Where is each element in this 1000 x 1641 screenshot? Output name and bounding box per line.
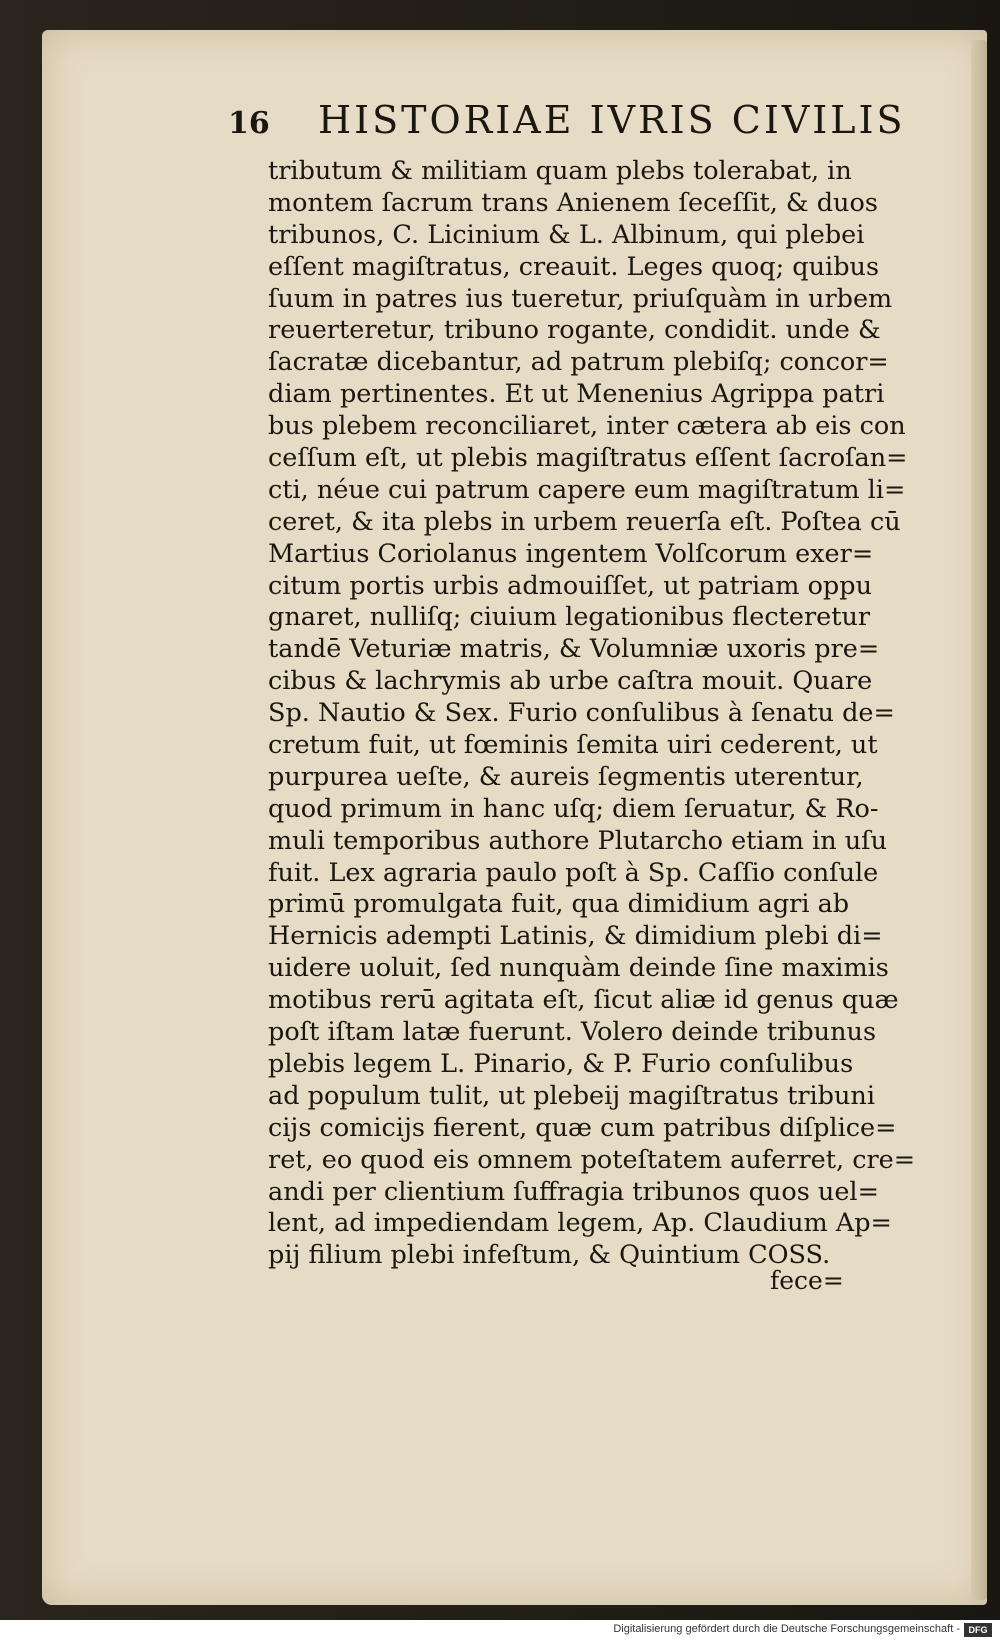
text-line: poſt iſtam latæ fuerunt. Volero deinde tribunus — [268, 1017, 877, 1048]
text-line: Sp. Nautio & Sex. Furio conſulibus à ſenatu de= — [268, 698, 895, 729]
text-line: lent, ad impediendam legem, Ap. Claudium Ap= — [268, 1208, 892, 1239]
text-line: ceret, & ita plebs in urbem reuerſa eſt. Poſtea cū — [268, 506, 901, 537]
text-line: tribunos, C. Licinium & L. Albinum, qui plebei — [268, 219, 865, 250]
text-line: diam pertinentes. Et ut Menenius Agrippa patri — [268, 379, 885, 410]
text-line: ceſſum eſt, ut plebis magiſtratus eſſent ſacroſan= — [268, 443, 908, 474]
text-line: cijs comicijs fierent, quæ cum patribus diſplice= — [268, 1112, 897, 1143]
footer-credit: Digitalisierung gefördert durch die Deutsche Forschungsgemeinschaft - — [613, 1623, 960, 1635]
text-line: bus plebem reconciliaret, inter cætera ab eis con — [268, 411, 906, 442]
page-number: 16 — [228, 106, 270, 141]
text-line: cibus & lachrymis ab urbe caſtra mouit. Quare — [268, 666, 873, 697]
text-line: uidere uoluit, ſed nunquàm deinde ſine maximis — [268, 953, 889, 984]
text-line: purpurea ueſte, & aureis ſegmentis uterentur, — [268, 761, 864, 792]
text-line: motibus rerū agitata eſt, ſicut aliæ id genus quæ — [268, 985, 899, 1016]
text-line: Hernicis adempti Latinis, & dimidium plebi di= — [268, 921, 883, 952]
text-line: Martius Coriolanus ingentem Volſcorum exer= — [268, 538, 874, 569]
text-line: muli temporibus authore Plutarcho etiam in uſu — [268, 825, 888, 856]
digitization-footer — [0, 1620, 1000, 1641]
text-line: fuit. Lex agraria paulo poſt à Sp. Caſſio conſule — [268, 857, 879, 888]
text-line: ſuum in patres ius tueretur, priuſquàm in urbem — [268, 283, 893, 314]
text-line: plebis legem L. Pinario, & P. Furio conſulibus — [268, 1048, 854, 1079]
page-edge — [971, 40, 987, 1600]
text-line: citum portis urbis admouiſſet, ut patriam oppu — [268, 570, 873, 601]
text-line: primū promulgata fuit, qua dimidium agri ab — [268, 889, 850, 920]
text-line: andi per clientium ſuffragia tribunos quos uel= — [268, 1176, 879, 1207]
text-line: pij filium plebi infeſtum, & Quintium COSS. — [268, 1240, 831, 1271]
text-line: tandē Veturiæ matris, & Volumniæ uxoris pre= — [268, 634, 880, 665]
text-line: reuerteretur, tribuno rogante, condidit. unde & — [268, 315, 881, 346]
text-line: eſſent magiſtratus, creauit. Leges quoq; quibus — [268, 251, 880, 282]
text-line: ſacratæ dicebantur, ad patrum plebiſq; concor= — [268, 347, 889, 378]
page-header — [228, 88, 908, 148]
text-line: ad populum tulit, ut plebeij magiſtratus tribuni — [268, 1080, 876, 1111]
text-line: cretum fuit, ut fœminis ſemita uiri cederent, ut — [268, 730, 878, 761]
dfg-logo: DFG — [964, 1623, 992, 1637]
text-line: gnaret, nulliſq; ciuium legationibus flecteretur — [268, 602, 871, 633]
text-line: ret, eo quod eis omnem poteſtatem auferret, cre= — [268, 1144, 916, 1175]
text-line: cti, néue cui patrum capere eum magiſtratum li= — [268, 474, 906, 505]
catchword: fece= — [770, 1266, 844, 1295]
text-line: montem ſacrum trans Anienem ſeceſſit, & duos — [268, 187, 878, 218]
text-line: quod primum in hanc uſq; diem ſeruatur, & Ro- — [268, 793, 879, 824]
text-line: tributum & militiam quam plebs tolerabat, in — [268, 156, 852, 186]
running-title: HISTORIAE IVRIS CIVILIS — [318, 98, 906, 142]
body-text — [268, 156, 940, 1272]
